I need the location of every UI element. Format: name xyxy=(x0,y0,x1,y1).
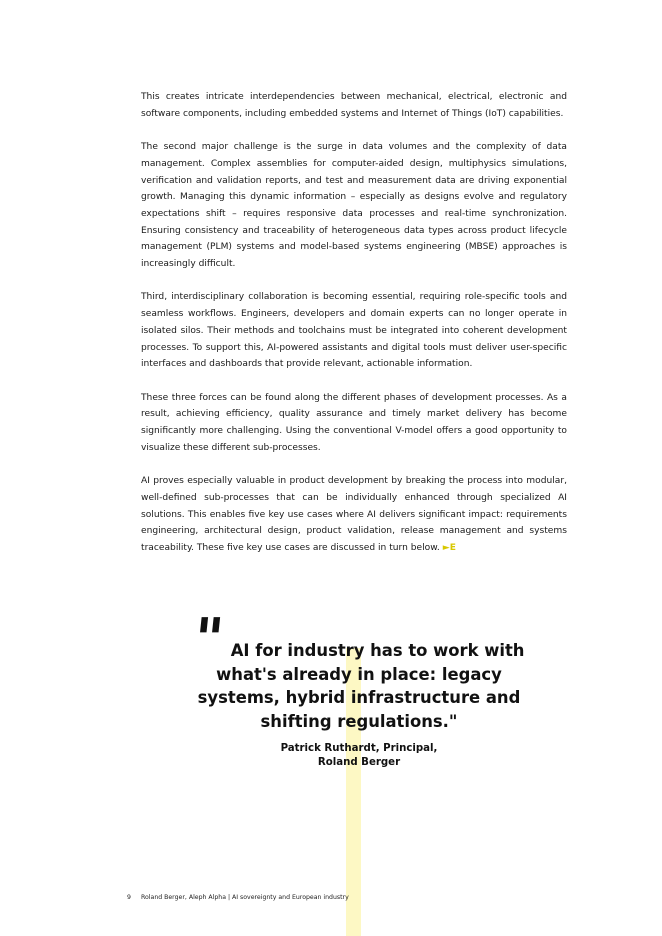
quote-mark-icon: " xyxy=(190,606,227,672)
page-footer xyxy=(127,894,349,901)
end-marker-icon: ►E xyxy=(442,542,456,553)
pull-quote xyxy=(190,606,527,769)
body-text xyxy=(141,89,567,573)
paragraph-1: This creates intricate interdependencies between mechanical, electrical, electronic and software components, including embedded systems and Internet of Things (IoT) capabilities. xyxy=(141,92,567,119)
footer-text: Roland Berger, Aleph Alpha | AI sovereignty and European industry xyxy=(141,894,349,901)
page-number: 9 xyxy=(127,894,131,901)
paragraph-3: Third, interdisciplinary collaboration is becoming essential, requiring role-specific tools and seamless workflows. Engineers, developers and domain experts can no longer operate in isolated silos. Their methods and toolchains must be integrated into coherent development processes. To support this, AI-powered assistants and digital tools must deliver user-specific interfaces and dashboards that provide relevant, actionable information. xyxy=(141,292,567,370)
quote-author xyxy=(191,742,527,768)
quote-author-company: Roland Berger xyxy=(317,756,401,768)
paragraph-5 xyxy=(141,473,567,557)
paragraph-2: The second major challenge is the surge in data volumes and the complexity of data management. Complex assemblies for computer-aided design, multiphysics simulations, verification and validation reports, and test and measurement data are driving exponential growth. Managing this dynamic information – especially as designs evolve and regulatory expectations shift – requires responsive data processes and real-time synchronization. Ensuring consistency and traceability of heterogeneous data types across product lifecycle management (PLM) systems and model-based systems engineering (MBSE) approaches is increasingly difficult. xyxy=(141,142,567,270)
quote-text-block xyxy=(190,606,527,733)
paragraph-4: These three forces can be found along the different phases of development processes. As a result, achieving efficiency, quality assurance and timely market delivery has become significantly more challenging. Using the conventional V-model offers a good opportunity to visualize these different sub-processes. xyxy=(141,392,567,453)
paragraph-5-text: AI proves especially valuable in product development by breaking the process into modular, well-defined sub-processes that can be individually enhanced through specialized AI solutions. This enables five key use cases where AI delivers significant impact: requirements engineering, architectural design, product validation, release management and systems traceability. These five key use cases are discussed in turn below. xyxy=(141,476,567,553)
quote-author-name-title: Patrick Ruthardt, Principal, xyxy=(280,743,438,755)
quote-text: AI for industry has to work with what's already in place: legacy systems, hybrid infrastructure and shifting regulations." xyxy=(197,641,525,731)
